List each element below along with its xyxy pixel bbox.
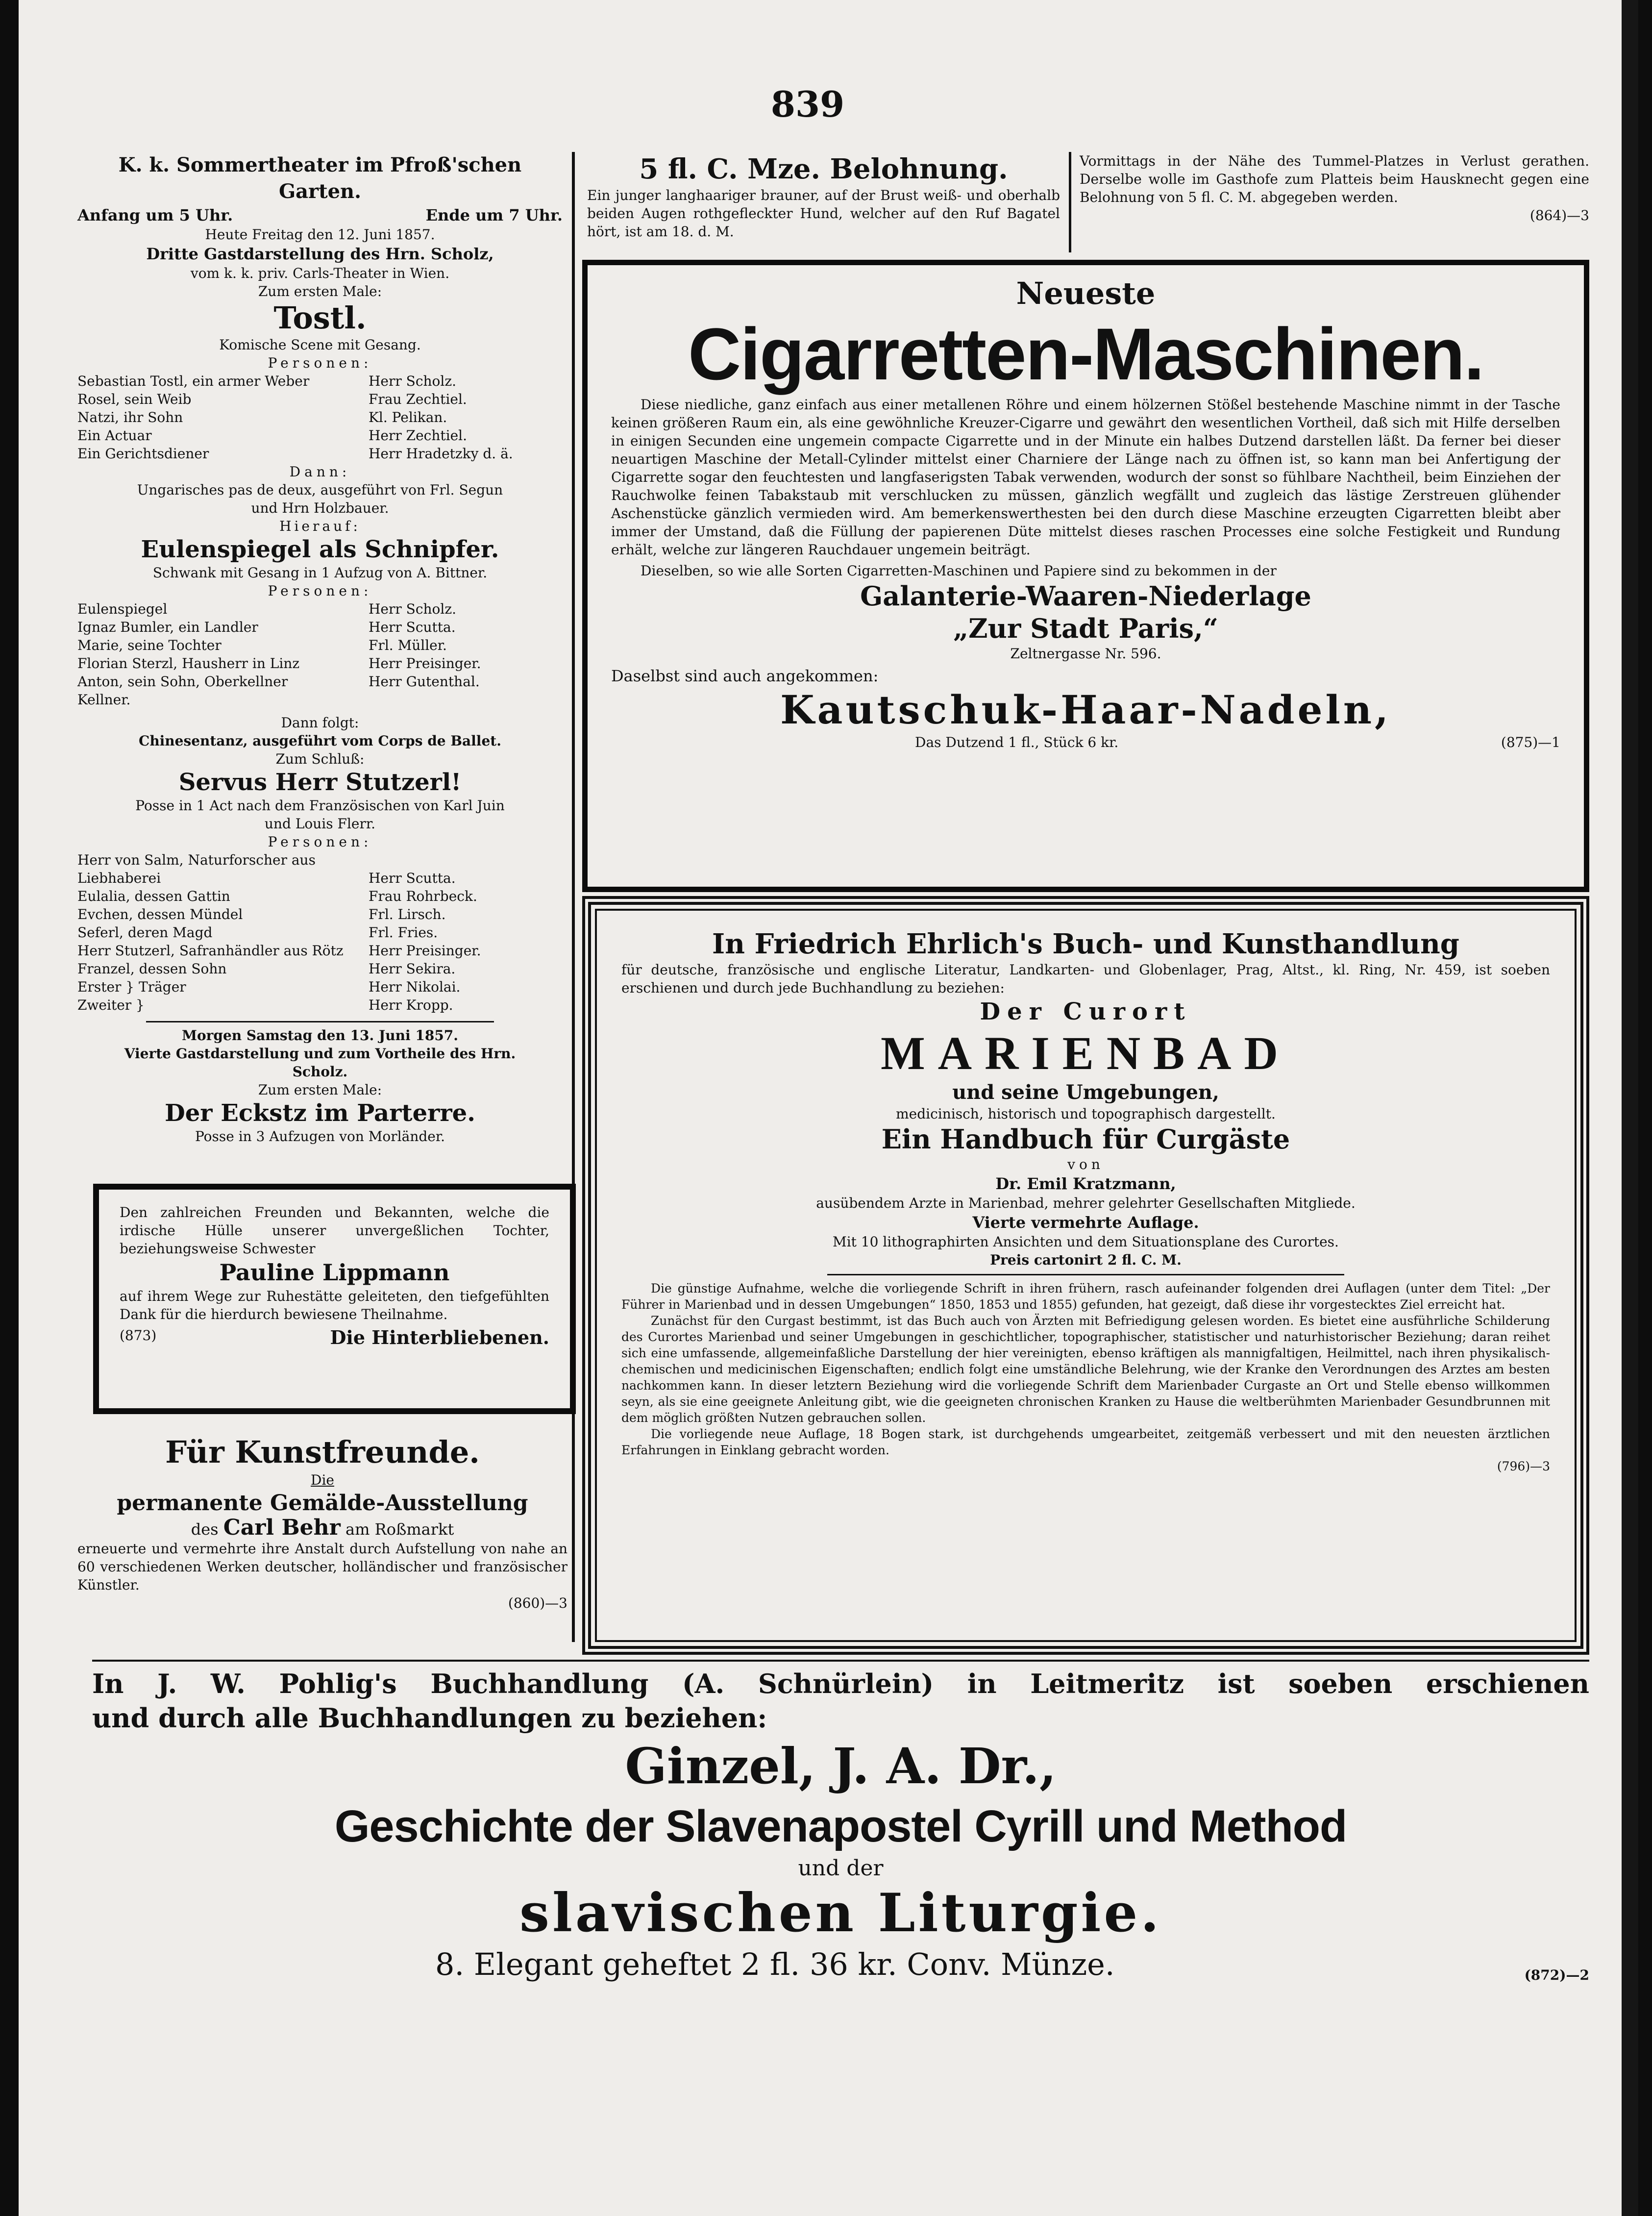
marienbad-p2: Zunächst für den Curgast bestimmt, ist das Buch auch von Ärzten mit Befriedigung gelesen worden. Es bietet eine ausführliche Schilderung des Curortes Marienbad und seiner Umgebungen in geschichtlicher, topographischer, statistischer und naturhistorischer Beziehung; daran reihet sich eine umfassende, allgemeinfaßliche Darstellung der hier vereinigten, ebenso kräftigen als mannigfaltigen, Heilmittel, nach ihren physikalisch-chemischen und medicinischen Eigenschaften; endlich folgt eine umständliche Belehrung, wie der Kranke den Verordnungen des Arztes am besten nachkommen kann. In dieser letztern Beziehung wird die vorliegende Schrift dem Marienbader Curgaste an Ort und Stelle ebenso willkommen seyn, als sie eine geeignete Anleitung gibt, wie die geeigneten chronischen Kranken zu Hause die weltberühmten Marienbader Gesundbrunnen mit dem möglich größten Nutzen gebrauchen sollen. (621, 1314, 1550, 1425)
marienbad-kicker: Der Curort (980, 998, 1192, 1025)
ginzel-ad (92, 1667, 1589, 1984)
cast-row: Natzi, ihr Sohn Kl. Pelikan. (77, 409, 447, 425)
bottom-rule (92, 1660, 1589, 1662)
then-follows-label: Dann folgt: (281, 715, 359, 731)
cast-row: Seferl, deren Magd Frl. Fries. (77, 924, 438, 941)
art-ref: (860)—3 (508, 1595, 567, 1611)
marienbad-edition: Vierte vermehrte Auflage. (972, 1213, 1199, 1232)
cast-row: Marie, seine Tochter Frl. Müller. (77, 637, 447, 653)
cast-row: Ignaz Bumler, ein Landler Herr Scutta. (77, 619, 456, 635)
tomorrow-first: Zum ersten Male: (258, 1082, 382, 1098)
finale-label: Zum Schluß: (275, 751, 365, 767)
newspaper-page (19, 0, 1638, 2216)
cigar-title: Cigarretten-Maschinen. (688, 313, 1483, 395)
marienbad-intro: In Friedrich Ehrlich's Buch- und Kunsthandlung (712, 928, 1459, 960)
cast-row: Kellner. (77, 692, 131, 708)
after-label: Hierauf: (279, 518, 361, 534)
play-1-title: Tostl. (273, 300, 367, 336)
reward-text: Ein junger langhaariger brauner, auf der Brust weiß- und oberhalb beiden Augen rothgefleckter Hund, welcher auf den Ruf Bagatel hört, ist am 18. d. M. (587, 187, 1060, 240)
marienbad-title: MARIENBAD (881, 1027, 1291, 1079)
mourning-footer (120, 1326, 549, 1348)
theater-title: K. k. Sommertheater im Pfroß'schen Garten. (118, 153, 522, 203)
mourning-name: Pauline Lippmann (219, 1259, 450, 1286)
dance-2: Chinesentanz, ausgeführt vom Corps de Ballet. (139, 733, 501, 749)
play-2-title: Eulenspiegel als Schnipfer. (141, 536, 499, 563)
mourning-signature: Die Hinterbliebenen. (330, 1326, 549, 1348)
mourning-text-2: auf ihrem Wege zur Ruhestätte geleiteten, den tiefgefühlten Dank für die hierdurch bewiesene Theilnahme. (120, 1288, 549, 1322)
art-ad (77, 1434, 567, 1612)
marienbad-p3: Die vorliegende neue Auflage, 18 Bogen stark, ist durchgehends umgearbeitet, zeitgemäß verbessert und mit den neuesten ärztlichen Erfahrungen in Einklang gebracht worden. (621, 1427, 1550, 1457)
cast-row: Evchen, dessen Mündel Frl. Lirsch. (77, 906, 446, 922)
cast-row: Herr von Salm, Naturforscher aus Liebhaberei Herr Scutta. (77, 852, 456, 886)
cast-row: Franzel, dessen Sohn Herr Sekira. (77, 961, 456, 977)
cast-row: Anton, sein Sohn, Oberkellner Herr Gutenthal. (77, 673, 480, 690)
ginzel-line-2: und durch alle Buchhandlungen zu beziehen: (92, 1702, 767, 1734)
tomorrow-line-2: Vierte Gastdarstellung und zum Vortheile des Hrn. (124, 1046, 516, 1062)
dance-line-2: und Hrn Holzbauer. (251, 500, 389, 516)
mourning-ref: (873) (120, 1327, 157, 1344)
marienbad-ad (582, 896, 1589, 1655)
cast-row: Zweiter } Herr Kropp. (77, 997, 453, 1013)
cigar-footer (611, 733, 1560, 751)
reward-cont-text: Vormittags in der Nähe des Tummel-Platzes in Verlust gerathen. Derselbe wolle im Gasthofe zum Platteis beim Hausknecht gegen eine Belohnung von 5 fl. C. M. abgegeben werden. (1080, 153, 1589, 205)
theater-end: Ende um 7 Uhr. (425, 206, 563, 224)
cast-row: Eulalia, dessen Gattin Frau Rohrbeck. (77, 888, 477, 904)
theater-guest-1: Dritte Gastdarstellung des Hrn. Scholz, (146, 245, 494, 263)
ginzel-ref: (872)—2 (1524, 1967, 1589, 1983)
mourning-notice (93, 1184, 576, 1414)
reward-title: 5 fl. C. Mze. Belohnung. (639, 153, 1008, 185)
marienbad-sub-1: und seine Umgebungen, (952, 1081, 1219, 1104)
cigar-body: Diese niedliche, ganz einfach aus einer metallenen Röhre und einem hölzernen Stößel bestehende Maschine nimmt in der Tasche keinen größeren Raum ein, als eine gewöhnliche Kreuzer-Cigarre und gewährt den wesentlichen Vortheil, daß sich mit Hilfe derselben in einigen Secunden eine ungemein compacte Cigarrette und in der Minute ein halbes Dutzend darstellen läßt. Da ferner bei dieser neuartigen Maschine der Metall-Cylinder mittelst einer Charniere der Länge nach zu öffnen ist, so kann man bei Anfertigung der Cigarrette sogar den feuchtesten und langfaserigsten Tabak verwenden, wodurch der sonst so fühlbare Nachtheil, beim Einziehen der Rauchwolke feinen Tabakstaub mit verschlucken zu müssen, gänzlich wegfällt und zugleich das lästige Zerstreuen glühender Aschenstücke gänzlich vermieden wird. Am bemerkenswerthesten bei den durch diese Maschine erzeugten Cigarretten bleibt aber immer der Umstand, daß die Füllung der papierenen Düte mittelst dieses raschen Processes eine solche Festigkeit und Rundung erhält, welche zur längeren Rauchdauer ungemein beiträgt. (611, 397, 1560, 558)
tomorrow-line-3: Scholz. (292, 1064, 348, 1080)
tomorrow: Morgen Samstag den 13. Juni 1857. (181, 1027, 459, 1044)
theater-start: Anfang um 5 Uhr. (77, 206, 233, 224)
cast-row: Ein Gerichtsdiener Herr Hradetzky d. ä. (77, 446, 513, 462)
cast-row: Ein Actuar Herr Zechtiel. (77, 427, 468, 444)
cigar-ref: (875)—1 (1501, 734, 1560, 750)
cigar-address: Zeltnergasse Nr. 596. (1010, 646, 1161, 662)
cigar-also: Daselbst sind auch angekommen: (611, 667, 879, 685)
ginzel-title-1: Geschichte der Slavenapostel Cyrill und Method (334, 1801, 1347, 1851)
cast-row: Rosel, sein Weib Frau Zechtiel. (77, 391, 467, 407)
ginzel-line-1: In J. W. Pohlig's Buchhandlung (A. Schnürlein) in Leitmeritz ist soeben erschienen (92, 1668, 1589, 1699)
play-2-subtitle: Schwank mit Gesang in 1 Aufzug von A. Bittner. (152, 565, 488, 581)
cigar-ad (582, 260, 1589, 892)
play-4-title: Der Eckstz im Parterre. (165, 1099, 475, 1127)
art-des: des (191, 1520, 219, 1539)
cast-row: Herr Stutzerl, Safranhändler aus Rötz Herr Preisinger. (77, 943, 481, 959)
cast-row: Sebastian Tostl, ein armer Weber Herr Scholz. (77, 373, 457, 389)
cigar-kicker: Neueste (1016, 275, 1156, 311)
page-number: 839 (770, 83, 845, 125)
divider (146, 1021, 494, 1022)
art-die: Die (311, 1472, 334, 1488)
marienbad-von: von (1067, 1156, 1104, 1172)
ginzel-footer (92, 1945, 1589, 1984)
column-rule-top (1069, 152, 1071, 252)
dance-line-1: Ungarisches pas de deux, ausgeführt von Frl. Segun (137, 482, 503, 498)
persons-label: Personen: (268, 355, 372, 371)
marienbad-author: Dr. Emil Kratzmann, (995, 1174, 1176, 1193)
ginzel-title-2: slavischen Liturgie. (519, 1882, 1162, 1944)
divider (827, 1274, 1344, 1275)
cigar-availability: Dieselben, so wie alle Sorten Cigarretten-Maschinen und Papiere sind zu bekommen in der (641, 563, 1277, 579)
play-3-subtitle-2: und Louis Flerr. (264, 816, 376, 832)
cigar-product: Kautschuk-Haar-Nadeln, (780, 687, 1391, 733)
play-1-cast (77, 372, 563, 463)
art-heading: Für Kunstfreunde. (165, 1434, 480, 1470)
art-place: am Roßmarkt (345, 1520, 454, 1539)
page-edge-shadow (1622, 0, 1638, 2216)
marienbad-sub-2: medicinisch, historisch und topographisch dargestellt. (896, 1106, 1276, 1122)
cigar-price: Das Dutzend 1 fl., Stück 6 kr. (915, 734, 1119, 750)
cast-row: Florian Sterzl, Hausherr in Linz Herr Preisinger. (77, 655, 481, 672)
play-2-cast (77, 600, 563, 709)
ginzel-price: 8. Elegant geheftet 2 fl. 36 kr. Conv. Münze. (435, 1946, 1115, 1982)
marienbad-author-desc: ausübendem Arzte in Marienbad, mehrer gelehrter Gesellschaften Mitgliede. (816, 1195, 1356, 1211)
play-4-subtitle: Posse in 3 Aufzugen von Morländer. (195, 1128, 445, 1145)
play-3-cast (77, 851, 563, 1014)
marienbad-intro-2: für deutsche, französische und englische Literatur, Landkarten- und Globenlager, Prag, Altst., kl. Ring, Nr. 459, ist soeben erschienen und durch jede Buchhandlung zu beziehen: (621, 962, 1550, 996)
marienbad-sub-3: Ein Handbuch für Curgäste (881, 1123, 1290, 1155)
marienbad-price: Preis cartonirt 2 fl. C. M. (990, 1252, 1182, 1268)
reward-ad (587, 152, 1060, 241)
ginzel-und-der: und der (798, 1856, 884, 1881)
marienbad-p1: Die günstige Aufnahme, welche die vorliegende Schrift in ihren frühern, rasch aufeinander folgenden drei Auflagen (unter dem Titel: „Der Führer in Marienbad und in dessen Umgebungen“ 1850, 1853 und 1855) gefunden, hat gezeigt, daß diese ihr vorgestecktes Ziel erreicht hat. (621, 1281, 1550, 1312)
play-3-subtitle-1: Posse in 1 Act nach dem Französischen von Karl Juin (135, 797, 505, 814)
cast-row: Eulenspiegel Herr Scholz. (77, 601, 457, 617)
theater-date: Heute Freitag den 12. Juni 1857. (205, 226, 435, 243)
art-text: erneuerte und vermehrte ihre Anstalt durch Aufstellung von nahe an 60 verschiedenen Werken deutscher, holländischer und französischer Künstler. (77, 1541, 567, 1593)
play-3-title: Servus Herr Stutzerl! (178, 769, 462, 796)
ginzel-author: Ginzel, J. A. Dr., (625, 1737, 1057, 1795)
column-rule-left (572, 152, 575, 1642)
marienbad-ref: (796)—3 (1497, 1459, 1550, 1473)
cast-row: Erster } Träger Herr Nikolai. (77, 979, 461, 995)
persons-label-2: Personen: (268, 583, 372, 599)
cigar-shop-1: Galanterie-Waaren-Niederlage (860, 580, 1311, 612)
art-name: Carl Behr (223, 1515, 341, 1540)
art-title: permanente Gemälde-Ausstellung (117, 1491, 528, 1516)
first-time-label: Zum ersten Male: (258, 283, 382, 299)
cigar-shop-2: „Zur Stadt Paris,“ (953, 613, 1218, 644)
theater-ad (77, 152, 563, 1145)
art-owner-line (77, 1515, 567, 1540)
mourning-text-1: Den zahlreichen Freunden und Bekannten, welche die irdische Hülle unserer unvergeßlichen Tochter, beziehungsweise Schwester (120, 1204, 549, 1257)
reward-cont-ref: (864)—3 (1529, 207, 1589, 224)
reward-cont (1080, 152, 1589, 224)
play-1-subtitle: Komische Scene mit Gesang. (219, 337, 421, 353)
theater-times (77, 205, 563, 225)
then-label: Dann: (289, 464, 351, 480)
persons-label-3: Personen: (268, 834, 372, 850)
marienbad-illus: Mit 10 lithographirten Ansichten und dem Situationsplane des Curortes. (833, 1234, 1339, 1250)
theater-guest-2: vom k. k. priv. Carls-Theater in Wien. (190, 265, 450, 281)
